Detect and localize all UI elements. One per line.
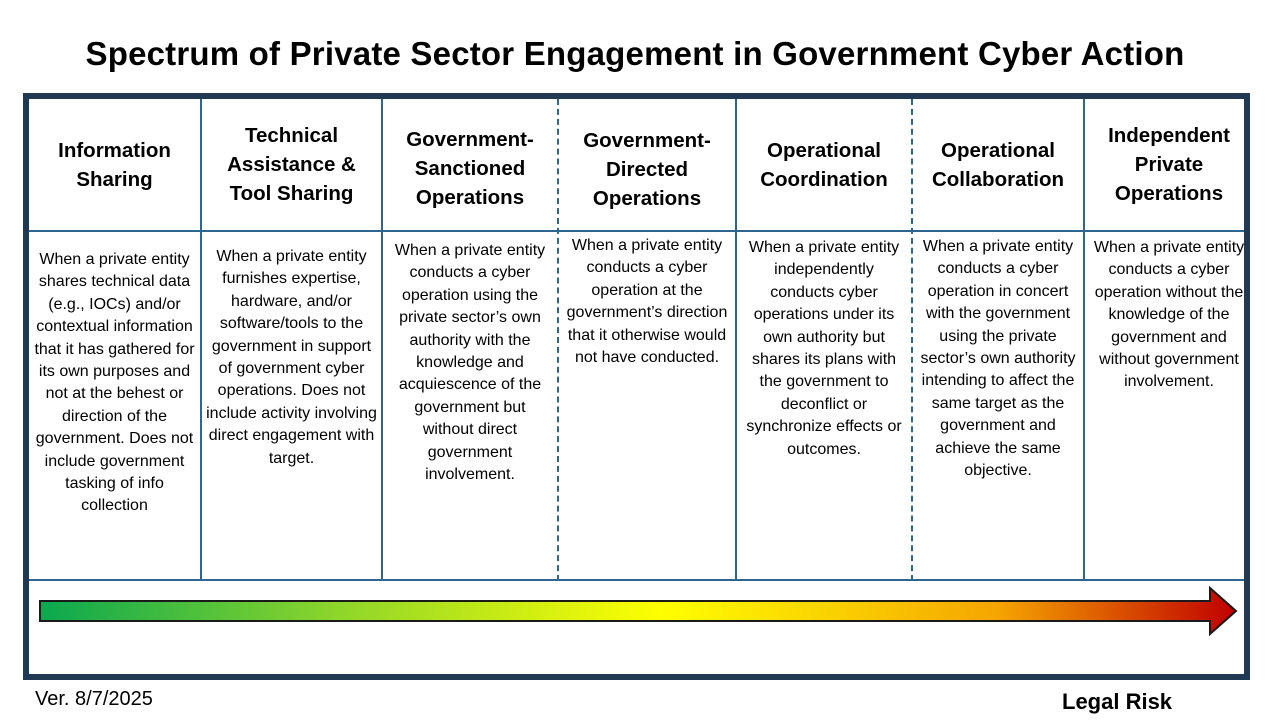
diagram-title: Spectrum of Private Sector Engagement in Government Cyber Action xyxy=(85,35,1185,72)
column-description: When a private entity conducts a cyber operation without the knowledge of the government and without government involvement. xyxy=(1093,239,1245,391)
column-description: When a private entity shares technical data (e.g., IOCs) and/or contextual information that it has gathered for its own purposes and not at the behest or direction of the government. Does not include government tasking of info collection xyxy=(34,251,195,515)
column-header: Information Sharing xyxy=(58,138,171,191)
column-header: Operational Collaboration xyxy=(931,138,1065,191)
column-description: When a private entity conducts a cyber operation in concert with the government using the private sector’s own authority intending to affect the same target as the government and achieve the same objective. xyxy=(920,238,1076,480)
legal-risk-arrow xyxy=(38,585,1240,637)
column-header: Independent Private Operations xyxy=(1108,124,1230,205)
column-description: When a private entity furnishes expertise, hardware, and/or software/tools to the government in support of government cyber operations. Does not include activity involving direct engagement with target. xyxy=(206,248,377,467)
header-divider xyxy=(29,230,1244,232)
column-header: Government-Sanctioned Operations xyxy=(406,128,534,209)
column-header: Operational Coordination xyxy=(760,138,888,191)
column-header: Technical Assistance & Tool Sharing xyxy=(227,124,356,205)
body-bottom-divider xyxy=(29,579,1244,581)
column-description: When a private entity independently conducts cyber operations under its own authority but shares its plans with the government to deconflict or synchronize effects or outcomes. xyxy=(746,239,902,458)
column-description: When a private entity conducts a cyber operation at the government’s direction that it otherwise would not have conducted. xyxy=(566,237,728,367)
legal-risk-label: Legal Risk xyxy=(1062,689,1173,714)
column-header: Government-Directed Operations xyxy=(583,129,711,210)
column-description: When a private entity conducts a cyber operation using the private sector’s own authority with the knowledge and acquiescence of the government but without direct government involvement. xyxy=(394,242,546,484)
version-label: Ver. 8/7/2025 xyxy=(35,688,153,710)
